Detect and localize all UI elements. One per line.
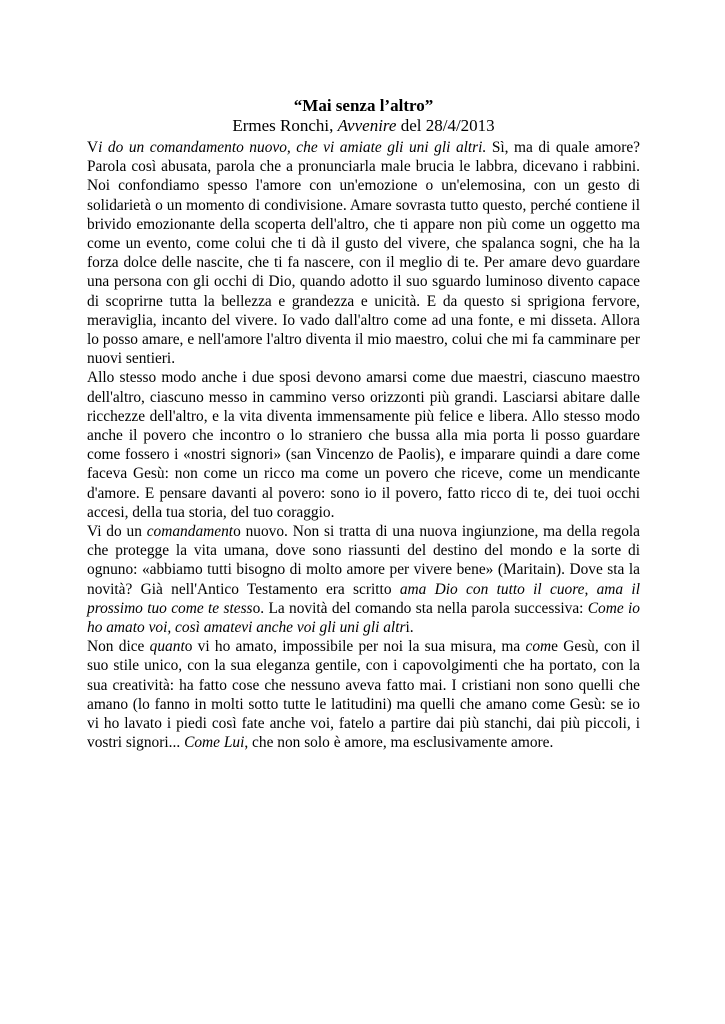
text-run: o vi ho amato, impossibile per noi la sua misura, ma: [184, 638, 526, 656]
paragraph-3: [87, 522, 640, 637]
article-body: [87, 138, 640, 753]
text-run: Allo stesso modo anche i due sposi devono amarsi come due maestri, ciascuno maestro dell'altro, ciascuno messo in cammino verso orizzonti più grandi. Lasciarsi abitare dalle ricchezze dell'altro, e la vita diventa immensamente più felice e libera. Allo stesso modo anche il povero che incontro o lo straniero che bussa alla mia porta li posso guardare come fossero i «nostri signori» (san Vincenzo de Paolis), e imparare quindi a dare come faceva Gesù: non come un ricco ma come un povero che riceve, come un mendicante d'amore. E pensare davanti al povero: sono io il povero, fatto ricco di te, dei tuoi occhi accesi, della tua storia, del tuo coraggio.: [87, 369, 640, 521]
document-byline: [87, 116, 640, 136]
byline-author: Ermes Ronchi,: [232, 116, 338, 135]
text-run: Vi do un: [87, 523, 147, 541]
text-run: o. La novità del comando sta nella parola successiva:: [252, 599, 588, 617]
italic-text: Come io ho amato voi, così amatevi anche voi gli uni gli altr: [87, 599, 640, 637]
italic-text: quant: [149, 638, 185, 656]
text-run: Non dice: [87, 638, 150, 656]
document-title: “Mai senza l’altro”: [293, 96, 434, 115]
italic-text: comandament: [146, 523, 234, 541]
text-run: V: [87, 139, 99, 156]
text-run: Sì, ma di quale amore? Parola così abusata, parola che a pronunciarla male brucia le labbra, dicevano i rabbini. Noi confondiamo spesso l'amore con un'emozione o un'elemosina, con un gesto di solidarietà o un momento di condivisione. Amare sovrasta tutto questo, perché contiene il brivido emozionante della scoperta dell'altro, che ti appare non più come un oggetto ma come un evento, come colui che ti dà il gusto del vivere, che spalanca sogni, che ha la forza dolce delle nascite, che ti fa nascere, con il meglio di te. Per amare devo guardare una persona con gli occhi di Dio, quando adotto il suo sguardo luminoso divento capace di scoprirne tutta la bellezza e grandezza e unicità. E da questo si sprigiona fervore, meraviglia, incanto del vivere. Io vado dall'altro come ad una fonte, e mi disseta. Allora lo posso amare, e nell'amore l'altro diventa il mio maestro, colui che mi fa camminare per nuovi sentieri.: [87, 139, 640, 368]
text-run: i.: [405, 619, 414, 637]
paragraph-4: [87, 637, 640, 752]
text-run: e Gesù, con il suo stile unico, con la sua eleganza gentile, con i capovolgimenti che ha portato, con la sua creatività: ha fatto cose che nessuno aveva fatto mai. I cristiani non sono quelli che amano (lo fanno in molti sotto tutte le latitudini) ma quelli che amano come Gesù: se io vi ho lavato i piedi così fate anche voi, fatelo a partire dai più stanchi, dai più piccoli, i vostri signori...: [87, 638, 640, 752]
italic-text: com: [525, 638, 552, 656]
italic-text: Come Lui: [184, 734, 245, 752]
byline-source: Avvenire: [337, 116, 397, 135]
italic-text: ama Dio con tutto il cuore, ama il prossimo tuo come te stess: [87, 580, 640, 617]
text-run: o nuovo. Non si tratta di una nuova ingiunzione, ma della regola che protegge la vita umana, dove sono riassunti del destino del mondo e la sorte di ognuno: «abbiamo tutti bisogno di molto amore per vivere bene» (Maritain). Dove sta la novità? Già nell'Antico Testamento era scritto: [87, 523, 640, 598]
text-run: , che non solo è amore, ma esclusivamente amore.: [244, 734, 554, 752]
paragraph-1: [87, 138, 640, 368]
paragraph-2: [87, 368, 640, 522]
italic-text: i do un comandamento nuovo, che vi amiate gli uni gli altri.: [98, 139, 487, 156]
byline-date: del 28/4/2013: [396, 116, 495, 135]
document-page: [87, 96, 640, 753]
